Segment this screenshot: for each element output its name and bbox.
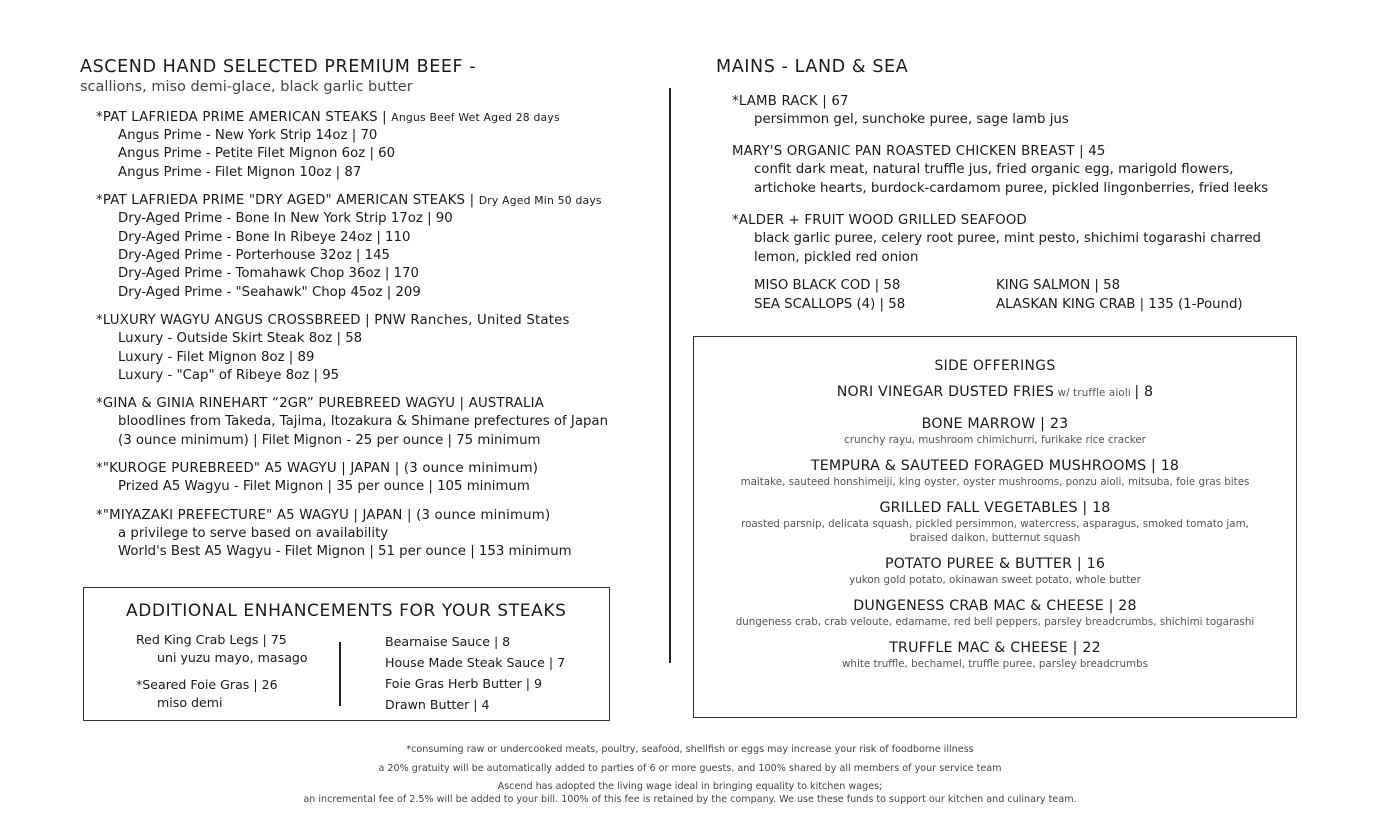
enhancement-desc: miso demi (157, 695, 223, 710)
beef-section-title: ASCEND HAND SELECTED PREMIUM BEEF - (80, 57, 477, 77)
column-divider (669, 88, 671, 663)
main-item-desc: confit dark meat, natural truffle jus, fried organic egg, marigold flowers, (754, 162, 1234, 178)
enhancement-item: Drawn Butter | 4 (385, 697, 490, 712)
enhancements-box (83, 587, 610, 721)
group-heading: *GINA & GINIA RINEHART “2GR” PUREBREED WAGYU | AUSTRALIA (96, 396, 545, 412)
menu-item: Dry-Aged Prime - Bone In Ribeye 24oz | 110 (118, 229, 411, 245)
menu-item: Dry-Aged Prime - "Seahawk" Chop 45oz | 209 (118, 284, 421, 300)
footer-foodborne-warning: *consuming raw or undercooked meats, poultry, seafood, shellfish or eggs may increase your risk of foodborne illness (406, 744, 974, 755)
side-item-desc: roasted parsnip, delicata squash, pickled persimmon, watercress, asparagus, smoked tomato jam, braised daikon, butternut squash (741, 518, 1249, 544)
menu-item: a privilege to serve based on availability (118, 525, 389, 541)
main-item (732, 143, 1276, 198)
menu-item: Luxury - Outside Skirt Steak 8oz | 58 (118, 331, 363, 347)
beef-groups (96, 109, 608, 572)
main-item-desc: artichoke hearts, burdock-cardamom puree, pickled lingonberries, fried leeks (754, 180, 1269, 196)
group-heading: *PAT LAFRIEDA PRIME "DRY AGED" AMERICAN STEAKS | (96, 193, 479, 209)
seafood-option: ALASKAN KING CRAB | 135 (1-Pound) (996, 296, 1243, 312)
side-item-name: TEMPURA & SAUTEED FORAGED MUSHROOMS | 18 (810, 458, 1180, 474)
enhancements-title: ADDITIONAL ENHANCEMENTS FOR YOUR STEAKS (126, 601, 567, 621)
side-item-desc: maitake, sauteed honshimeiji, king oyster, oyster mushrooms, ponzu aioli, mitsuba, foie gras bites (740, 476, 1250, 488)
sides-title: SIDE OFFERINGS (934, 358, 1056, 374)
seafood-option: KING SALMON | 58 (996, 278, 1121, 294)
side-item-desc: white truffle, bechamel, truffle puree, parsley breadcrumbs (842, 658, 1148, 670)
beef-group (96, 192, 608, 302)
side-item (694, 555, 1296, 587)
main-item (732, 212, 1276, 267)
menu-item: Luxury - Filet Mignon 8oz | 89 (118, 349, 315, 365)
side-item (694, 597, 1296, 629)
menu-item: bloodlines from Takeda, Tajima, Itozakura & Shimane prefectures of Japan (118, 414, 608, 430)
main-item-name: MARY'S ORGANIC PAN ROASTED CHICKEN BREAST | 45 (732, 144, 1106, 160)
main-item-desc: black garlic puree, celery root puree, mint pesto, shichimi togarashi charred (754, 231, 1261, 247)
enhancement-desc: uni yuzu mayo, masago (157, 650, 308, 665)
enhancement-item: *Seared Foie Gras | 26 (136, 677, 278, 692)
footer-fee-note: an incremental fee of 2.5% will be added to your bill. 100% of this fee is retained by the company. We use these funds to support our kitchen and culinary team. (303, 794, 1077, 805)
mains-list (732, 93, 1276, 314)
side-item-name: GRILLED FALL VEGETABLES | 18 (879, 500, 1111, 516)
side-item-name: TRUFFLE MAC & CHEESE | 22 (889, 640, 1101, 656)
beef-group (96, 109, 608, 182)
mains-section-title: MAINS - LAND & SEA (716, 57, 909, 77)
menu-item: (3 ounce minimum) | Filet Mignon - 25 per ounce | 75 minimum (118, 432, 541, 448)
side-item-name: POTATO PUREE & BUTTER | 16 (884, 556, 1106, 572)
beef-group (96, 395, 608, 450)
enhancement-item: Red King Crab Legs | 75 (136, 632, 287, 647)
beef-group (96, 460, 608, 496)
seafood-option: SEA SCALLOPS (4) | 58 (754, 296, 906, 312)
side-item-desc: crunchy rayu, mushroom chimichurri, furikake rice cracker (844, 434, 1146, 446)
side-item (694, 457, 1296, 489)
side-item (694, 499, 1296, 545)
side-item-name: DUNGENESS CRAB MAC & CHEESE | 28 (853, 598, 1137, 614)
menu-item: Angus Prime - New York Strip 14oz | 70 (118, 128, 378, 143)
seafood-option: MISO BLACK COD | 58 (754, 278, 901, 294)
beef-group (96, 507, 608, 562)
side-item-note: w/ truffle aioli (1054, 388, 1135, 399)
seafood-options (732, 277, 1276, 314)
side-item-name: NORI VINEGAR DUSTED FRIES (836, 384, 1055, 400)
group-heading: *"KUROGE PUREBREED" A5 WAGYU | JAPAN | (3 ounce minimum) (96, 461, 539, 477)
main-item-name: *LAMB RACK | 67 (732, 94, 849, 109)
main-item-desc: persimmon gel, sunchoke puree, sage lamb jus (754, 112, 1069, 127)
side-item-name: BONE MARROW | 23 (921, 416, 1069, 432)
side-item-desc: dungeness crab, crab veloute, edamame, red bell peppers, parsley breadcrumbs, shichimi togarashi (735, 616, 1255, 628)
beef-section-subtitle: scallions, miso demi-glace, black garlic butter (80, 79, 413, 95)
footer-living-wage-note: Ascend has adopted the living wage ideal in bringing equality to kitchen wages; (497, 781, 883, 792)
group-note: Dry Aged Min 50 days (478, 194, 602, 208)
enhancement-item: Foie Gras Herb Butter | 9 (385, 676, 543, 691)
footer-gratuity-note: a 20% gratuity will be automatically added to parties of 6 or more guests, and 100% shared by all members of your service team (378, 763, 1002, 774)
group-note: Angus Beef Wet Aged 28 days (391, 111, 560, 124)
side-item (694, 383, 1296, 403)
enhancements-divider (339, 642, 341, 706)
menu-item: Prized A5 Wagyu - Filet Mignon | 35 per ounce | 105 minimum (118, 479, 530, 495)
enhancement-item: House Made Steak Sauce | 7 (385, 655, 566, 670)
main-item-desc: lemon, pickled red onion (754, 249, 919, 265)
menu-item: Angus Prime - Filet Mignon 10oz | 87 (118, 164, 362, 180)
group-heading: *PAT LAFRIEDA PRIME AMERICAN STEAKS | (96, 110, 392, 125)
main-item (732, 93, 1276, 129)
menu-item: Dry-Aged Prime - Bone In New York Strip 17oz | 90 (118, 211, 453, 227)
menu-item: Dry-Aged Prime - Porterhouse 32oz | 145 (118, 248, 391, 264)
menu-item: Luxury - "Cap" of Ribeye 8oz | 95 (118, 368, 340, 384)
enhancements-right-list (385, 631, 565, 715)
enhancements-left-list (136, 631, 308, 711)
menu-item: World's Best A5 Wagyu - Filet Mignon | 51 per ounce | 153 minimum (118, 544, 572, 560)
beef-group (96, 312, 608, 385)
menu-item: Dry-Aged Prime - Tomahawk Chop 36oz | 170 (118, 266, 419, 282)
group-heading: *"MIYAZAKI PREFECTURE" A5 WAGYU | JAPAN | (3 ounce minimum) (96, 507, 551, 523)
side-item-price: | 8 (1134, 384, 1154, 400)
sides-content (694, 358, 1296, 681)
side-item-desc: yukon gold potato, okinawan sweet potato, whole butter (849, 574, 1141, 586)
menu-item: Angus Prime - Petite Filet Mignon 6oz | 60 (118, 146, 396, 162)
enhancement-item: Bearnaise Sauce | 8 (385, 634, 511, 649)
group-heading: *LUXURY WAGYU ANGUS CROSSBREED | PNW Ranches, United States (96, 313, 570, 329)
main-item-name: *ALDER + FRUIT WOOD GRILLED SEAFOOD (732, 213, 1027, 229)
side-item (694, 639, 1296, 671)
sides-box (693, 336, 1297, 718)
side-item (694, 415, 1296, 447)
